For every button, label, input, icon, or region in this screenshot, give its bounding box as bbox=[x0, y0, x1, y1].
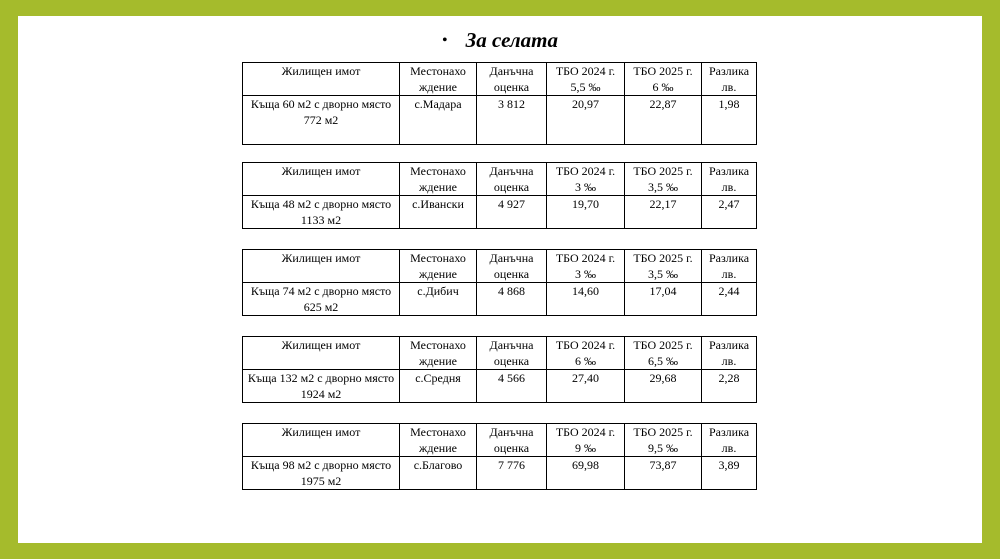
header-tax-assessment: Данъчна оценка bbox=[477, 63, 547, 96]
table-row bbox=[243, 283, 757, 316]
tax-table-blagovo bbox=[242, 423, 757, 490]
cell-tbo-2025: 22,17 bbox=[625, 196, 702, 229]
header-tbo-2024: ТБО 2024 г. 3 ‰ bbox=[547, 250, 625, 283]
table-row bbox=[243, 370, 757, 403]
cell-location: с.Средня bbox=[400, 370, 477, 403]
header-property: Жилищен имот bbox=[243, 163, 400, 196]
header-tax-assessment: Данъчна оценка bbox=[477, 250, 547, 283]
header-tbo-2025: ТБО 2025 г. 6,5 ‰ bbox=[625, 337, 702, 370]
cell-property: Къща 60 м2 с дворно място 772 м2 bbox=[243, 96, 400, 145]
tax-table-dibich bbox=[242, 249, 757, 316]
header-difference: Разлика лв. bbox=[702, 337, 757, 370]
cell-property: Къща 98 м2 с дворно място 1975 м2 bbox=[243, 457, 400, 490]
cell-tax-assessment: 3 812 bbox=[477, 96, 547, 145]
header-difference: Разлика лв. bbox=[702, 63, 757, 96]
header-property: Жилищен имот bbox=[243, 250, 400, 283]
cell-tbo-2025: 29,68 bbox=[625, 370, 702, 403]
header-location: Местонахо ждение bbox=[400, 250, 477, 283]
tax-table-srednya bbox=[242, 336, 757, 403]
cell-tbo-2024: 19,70 bbox=[547, 196, 625, 229]
header-row bbox=[243, 337, 757, 370]
cell-tax-assessment: 4 868 bbox=[477, 283, 547, 316]
header-row bbox=[243, 424, 757, 457]
header-location: Местонахо ждение bbox=[400, 337, 477, 370]
cell-property: Къща 48 м2 с дворно място 1133 м2 bbox=[243, 196, 400, 229]
cell-difference: 2,44 bbox=[702, 283, 757, 316]
header-difference: Разлика лв. bbox=[702, 250, 757, 283]
header-property: Жилищен имот bbox=[243, 424, 400, 457]
cell-tbo-2025: 22,87 bbox=[625, 96, 702, 145]
table-row bbox=[243, 457, 757, 490]
tax-table-ivanski bbox=[242, 162, 757, 229]
cell-location: с.Дибич bbox=[400, 283, 477, 316]
cell-difference: 3,89 bbox=[702, 457, 757, 490]
cell-location: с.Благово bbox=[400, 457, 477, 490]
cell-tbo-2024: 69,98 bbox=[547, 457, 625, 490]
tax-table-madara bbox=[242, 62, 757, 145]
header-tbo-2024: ТБО 2024 г. 9 ‰ bbox=[547, 424, 625, 457]
header-row bbox=[243, 63, 757, 96]
header-tbo-2024: ТБО 2024 г. 6 ‰ bbox=[547, 337, 625, 370]
header-tax-assessment: Данъчна оценка bbox=[477, 163, 547, 196]
cell-property: Къща 132 м2 с дворно място 1924 м2 bbox=[243, 370, 400, 403]
cell-tax-assessment: 7 776 bbox=[477, 457, 547, 490]
cell-location: с.Ивански bbox=[400, 196, 477, 229]
header-tbo-2025: ТБО 2025 г. 6 ‰ bbox=[625, 63, 702, 96]
header-location: Местонахо ждение bbox=[400, 424, 477, 457]
cell-difference: 1,98 bbox=[702, 96, 757, 145]
heading bbox=[18, 28, 982, 53]
header-tax-assessment: Данъчна оценка bbox=[477, 337, 547, 370]
cell-tbo-2024: 20,97 bbox=[547, 96, 625, 145]
page-title: За селата bbox=[465, 28, 558, 52]
header-tbo-2024: ТБО 2024 г. 5,5 ‰ bbox=[547, 63, 625, 96]
header-difference: Разлика лв. bbox=[702, 424, 757, 457]
cell-tbo-2025: 17,04 bbox=[625, 283, 702, 316]
header-property: Жилищен имот bbox=[243, 63, 400, 96]
cell-property: Къща 74 м2 с дворно място 625 м2 bbox=[243, 283, 400, 316]
table-row bbox=[243, 96, 757, 145]
header-tax-assessment: Данъчна оценка bbox=[477, 424, 547, 457]
header-location: Местонахо ждение bbox=[400, 63, 477, 96]
cell-location: с.Мадара bbox=[400, 96, 477, 145]
header-tbo-2025: ТБО 2025 г. 3,5 ‰ bbox=[625, 250, 702, 283]
header-tbo-2024: ТБО 2024 г. 3 ‰ bbox=[547, 163, 625, 196]
header-row bbox=[243, 250, 757, 283]
cell-difference: 2,47 bbox=[702, 196, 757, 229]
slide bbox=[18, 16, 982, 543]
cell-tbo-2024: 14,60 bbox=[547, 283, 625, 316]
header-property: Жилищен имот bbox=[243, 337, 400, 370]
header-location: Местонахо ждение bbox=[400, 163, 477, 196]
cell-tbo-2025: 73,87 bbox=[625, 457, 702, 490]
table-row bbox=[243, 196, 757, 229]
bullet: • bbox=[442, 32, 448, 49]
header-difference: Разлика лв. bbox=[702, 163, 757, 196]
cell-difference: 2,28 bbox=[702, 370, 757, 403]
cell-tax-assessment: 4 927 bbox=[477, 196, 547, 229]
cell-tax-assessment: 4 566 bbox=[477, 370, 547, 403]
cell-tbo-2024: 27,40 bbox=[547, 370, 625, 403]
header-tbo-2025: ТБО 2025 г. 3,5 ‰ bbox=[625, 163, 702, 196]
header-tbo-2025: ТБО 2025 г. 9,5 ‰ bbox=[625, 424, 702, 457]
header-row bbox=[243, 163, 757, 196]
